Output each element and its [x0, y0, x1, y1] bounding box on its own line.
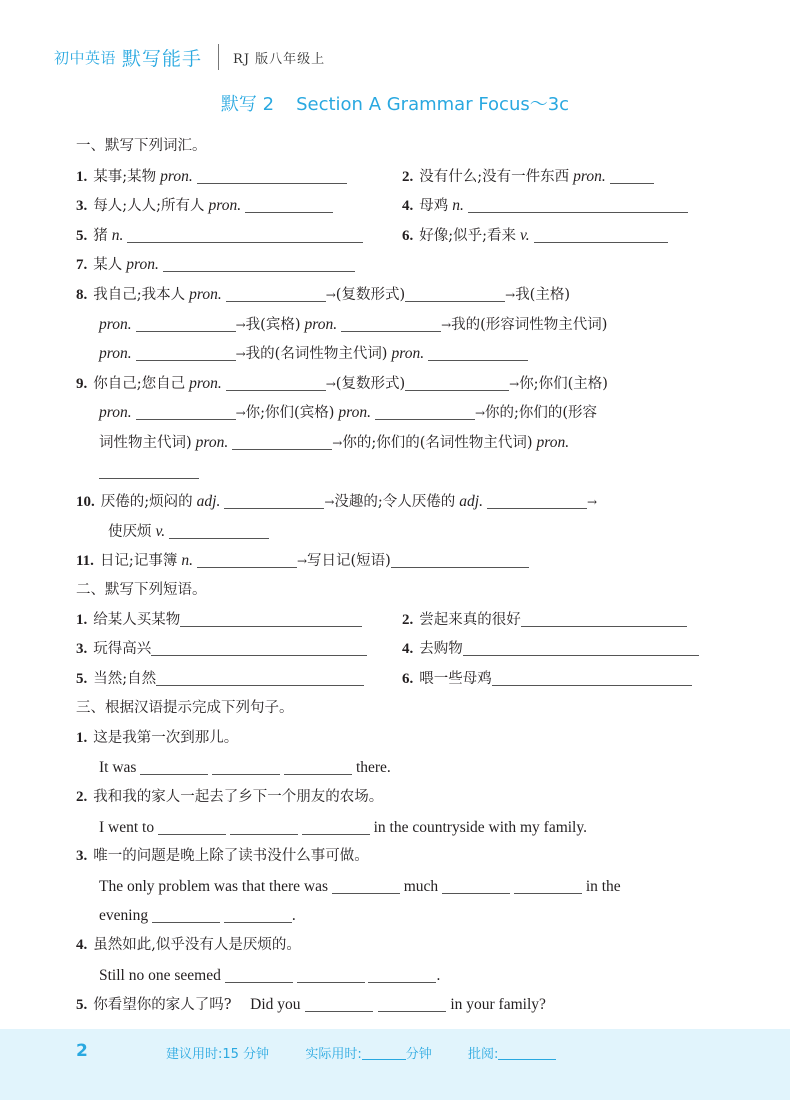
actual-time-blank[interactable]: [362, 1045, 406, 1060]
answer-blank[interactable]: [534, 224, 668, 243]
phrase-item-6: 6. 喂一些母鸡: [402, 665, 692, 695]
page-header: [54, 44, 325, 70]
vocab-item-9-cont: [76, 458, 716, 488]
answer-blank[interactable]: [468, 194, 688, 213]
arrow-icon: →: [441, 317, 452, 332]
suggested-time: 建议用时:15 分钟: [166, 1047, 270, 1062]
arrow-icon: →: [325, 376, 336, 391]
edition-label: RJ 版八年级上: [233, 51, 326, 67]
arrow-icon: →: [235, 317, 246, 332]
header-divider: [218, 44, 219, 70]
phrase-item-1: 1. 给某人买某物: [76, 612, 362, 628]
vocab-item-7: 7. 某人 pron.: [76, 257, 355, 273]
answer-blank[interactable]: [151, 637, 367, 656]
answer-blank[interactable]: [514, 875, 582, 894]
answer-blank[interactable]: [341, 313, 441, 332]
arrow-icon: →: [324, 495, 335, 510]
sentence-item-2-cn: 2. 我和我的家人一起去了乡下一个朋友的农场。: [76, 789, 384, 806]
answer-blank[interactable]: [378, 993, 446, 1012]
answer-blank[interactable]: [156, 667, 364, 686]
sentence-item-2-en: I went to in the countryside with my family.: [76, 813, 716, 843]
answer-blank[interactable]: [140, 756, 208, 775]
arrow-icon: →: [474, 406, 486, 421]
answer-blank[interactable]: [230, 816, 298, 835]
section1-heading: 一、默写下列词汇。: [76, 138, 207, 154]
vocab-item-9-cont: 词性物主代词) pron. →你的;你们的(名词性物主代词) pron.: [76, 428, 716, 458]
vocab-item-8: 8. 我自己;我本人 pron. →(复数形式) →我(主格): [76, 280, 716, 310]
vocab-item-10-cont: 使厌烦 v.: [76, 517, 716, 547]
review-label: 批阅:: [468, 1047, 499, 1062]
vocab-item-1: 1. 某事;某物 pron.: [76, 169, 347, 185]
time-info: [166, 1043, 556, 1062]
page-footer: [0, 1029, 790, 1100]
answer-blank[interactable]: [136, 401, 236, 420]
vocab-item-10: 10. 厌倦的;烦闷的 adj. →没趣的;令人厌倦的 adj. →: [76, 487, 716, 517]
phrase-item-4: 4. 去购物: [402, 635, 699, 665]
sentence-item-1-cn: 1. 这是我第一次到那儿。: [76, 729, 239, 746]
answer-blank[interactable]: [197, 549, 297, 568]
vocab-item-9: 9. 你自己;您自己 pron. →(复数形式) →你;你们(主格): [76, 369, 716, 399]
answer-blank[interactable]: [232, 431, 332, 450]
answer-blank[interactable]: [297, 964, 365, 983]
answer-blank[interactable]: [284, 756, 352, 775]
answer-blank[interactable]: [212, 756, 280, 775]
sentence-item-4-cn: 4. 虽然如此,似乎没有人是厌烦的。: [76, 937, 301, 954]
answer-blank[interactable]: [405, 283, 505, 302]
answer-blank[interactable]: [169, 520, 269, 539]
sentence-item-4-en: Still no one seemed .: [76, 961, 716, 991]
answer-blank[interactable]: [302, 816, 370, 835]
phrase-row: [76, 665, 716, 695]
answer-blank[interactable]: [224, 490, 324, 509]
section3-heading: 三、根据汉语提示完成下列句子。: [76, 700, 294, 717]
answer-blank[interactable]: [305, 993, 373, 1012]
phrase-item-5: 5. 当然;自然: [76, 671, 364, 687]
actual-time-unit: 分钟: [405, 1047, 432, 1062]
phrase-row: [76, 635, 716, 665]
phrase-item-3: 3. 玩得高兴: [76, 641, 367, 657]
title-text: Section A Grammar Focus～3c: [296, 94, 570, 115]
answer-blank[interactable]: [136, 313, 236, 332]
arrow-icon: →: [332, 435, 343, 450]
answer-blank[interactable]: [375, 401, 475, 420]
answer-blank[interactable]: [226, 372, 326, 391]
answer-blank[interactable]: [197, 165, 347, 184]
page-title: [0, 90, 790, 116]
answer-blank[interactable]: [136, 342, 236, 361]
answer-blank[interactable]: [225, 964, 293, 983]
arrow-icon: →: [509, 376, 520, 391]
vocab-row: [76, 221, 716, 251]
arrow-icon: →: [235, 406, 246, 421]
sentence-item-5: 5. 你看望你的家人了吗? Did you in your family?: [76, 990, 716, 1020]
vocab-row: [76, 191, 716, 221]
vocab-item-5: 5. 猪 n.: [76, 228, 363, 244]
answer-blank[interactable]: [332, 875, 400, 894]
sentence-item-3-en-cont: evening .: [76, 901, 716, 931]
answer-blank[interactable]: [405, 372, 509, 391]
vocab-item-11: 11. 日记;记事簿 n. →写日记(短语): [76, 546, 716, 576]
page-number: 2: [76, 1041, 88, 1061]
answer-blank[interactable]: [99, 460, 199, 479]
worksheet-content: [76, 132, 716, 1020]
answer-blank[interactable]: [158, 816, 226, 835]
answer-blank[interactable]: [442, 875, 510, 894]
sentence-item-3-cn: 3. 唯一的问题是晚上除了读书没什么事可做。: [76, 848, 369, 865]
vocab-item-8-cont: pron. →我的(名词性物主代词) pron.: [76, 339, 716, 369]
title-prefix: 默写 2: [220, 94, 275, 115]
answer-blank[interactable]: [152, 904, 220, 923]
sentence-item-1-en: It was there.: [76, 753, 716, 783]
answer-blank[interactable]: [180, 608, 362, 627]
vocab-item-2: 2. 没有什么;没有一件东西 pron.: [402, 162, 654, 193]
arrow-icon: →: [505, 287, 516, 302]
vocab-item-8-cont: pron. →我(宾格) pron. →我的(形容词性物主代词): [76, 310, 716, 340]
vocab-row: [76, 250, 716, 280]
review-blank[interactable]: [498, 1045, 556, 1060]
answer-blank[interactable]: [224, 904, 292, 923]
answer-blank[interactable]: [521, 608, 687, 627]
vocab-item-4: 4. 母鸡 n.: [402, 191, 688, 222]
brand-name: 默写能手: [122, 47, 203, 70]
answer-blank[interactable]: [610, 165, 654, 184]
answer-blank[interactable]: [428, 342, 528, 361]
actual-time-label: 实际用时:: [305, 1047, 362, 1062]
answer-blank[interactable]: [391, 549, 529, 568]
answer-blank[interactable]: [127, 224, 363, 243]
arrow-icon: →: [235, 347, 246, 362]
answer-blank[interactable]: [368, 964, 436, 983]
answer-blank[interactable]: [226, 283, 326, 302]
answer-blank[interactable]: [487, 490, 587, 509]
answer-blank[interactable]: [463, 637, 699, 656]
vocab-item-6: 6. 好像;似乎;看来 v.: [402, 221, 668, 252]
vocab-item-3: 3. 每人;人人;所有人 pron.: [76, 198, 333, 214]
sentence-item-3-en: The only problem was that there was much in the: [76, 872, 716, 902]
phrase-item-2: 2. 尝起来真的很好: [402, 606, 687, 636]
series-name: 初中英语: [54, 48, 117, 67]
answer-blank[interactable]: [245, 194, 333, 213]
answer-blank[interactable]: [492, 667, 692, 686]
answer-blank[interactable]: [163, 253, 355, 272]
arrow-icon: →: [325, 287, 336, 302]
arrow-icon: →: [296, 554, 308, 569]
phrase-row: [76, 606, 716, 636]
arrow-icon: →: [586, 495, 598, 510]
section2-heading: 二、默写下列短语。: [76, 581, 207, 598]
vocab-row: [76, 162, 716, 192]
vocab-item-9-cont: pron. →你;你们(宾格) pron. →你的;你们的(形容: [76, 398, 716, 428]
